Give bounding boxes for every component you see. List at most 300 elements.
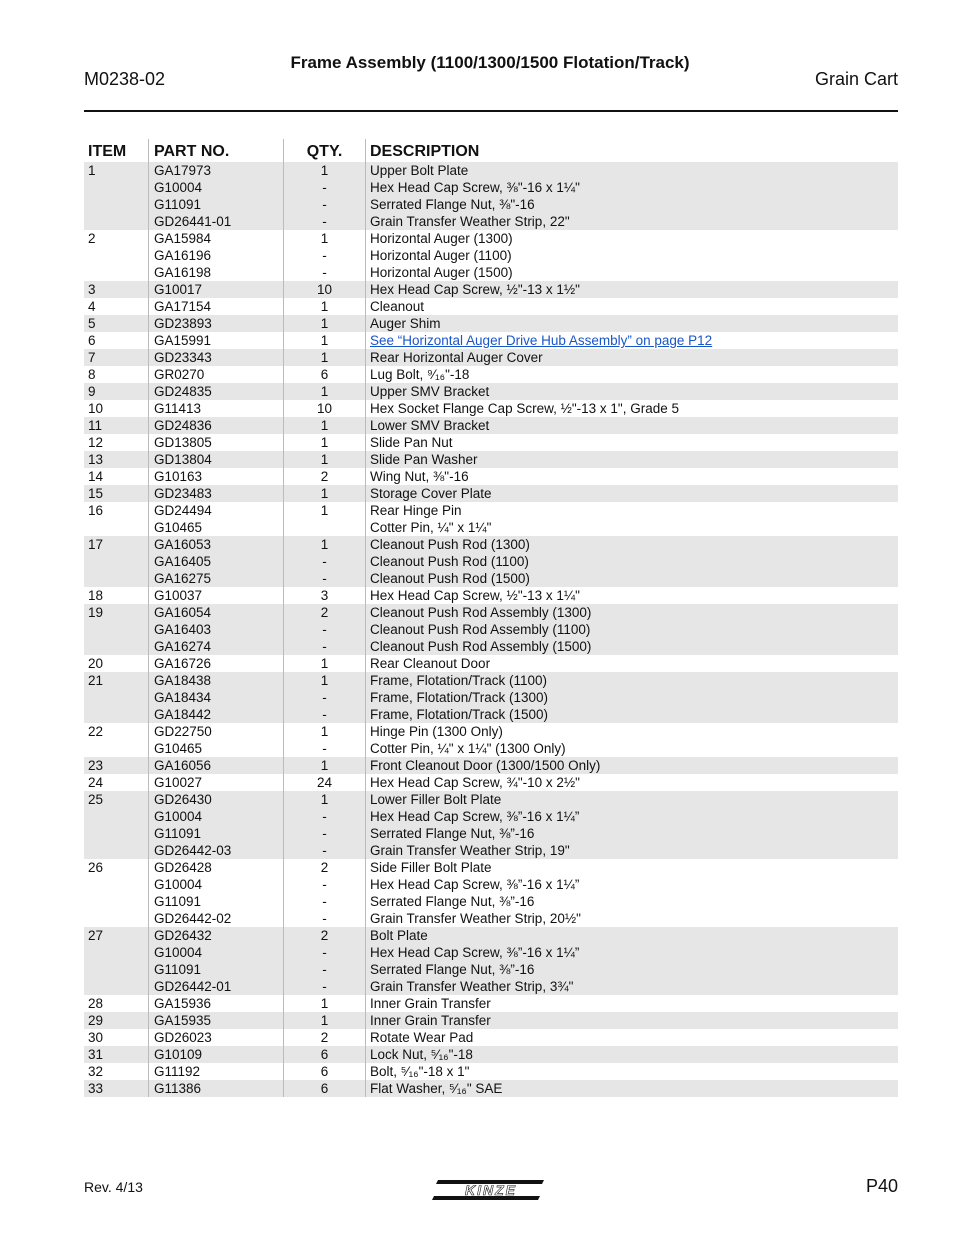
- part-no-cell: [148, 757, 283, 774]
- qty-cell: [283, 672, 365, 723]
- qty-cell-line: 3: [320, 588, 329, 603]
- qty-cell-line: 1: [320, 316, 329, 331]
- item-cell: 30: [88, 1030, 104, 1045]
- table-row: [84, 298, 898, 315]
- part-no-cell-line: GA16405: [154, 554, 212, 569]
- item-cell: 4: [88, 299, 96, 314]
- item-cell: 23: [88, 758, 104, 773]
- part-no-cell: [148, 434, 283, 451]
- description-cell: [365, 332, 898, 349]
- item-cell: 3: [88, 282, 96, 297]
- qty-cell-line: 24: [316, 775, 333, 790]
- qty-cell: [283, 281, 365, 298]
- description-cell-line: Grain Transfer Weather Strip, 3¾": [370, 979, 574, 994]
- part-no-cell: [148, 1029, 283, 1046]
- description-cell: [365, 366, 898, 383]
- part-no-cell: [148, 1063, 283, 1080]
- description-cell-line: Upper SMV Bracket: [370, 384, 490, 399]
- qty-cell-line: -: [322, 945, 327, 960]
- qty-cell-line: -: [322, 639, 327, 654]
- part-no-cell-line: GD26441-01: [154, 214, 232, 229]
- qty-cell-line: -: [322, 707, 327, 722]
- qty-cell: [283, 536, 365, 587]
- qty-cell-line: -: [322, 894, 327, 909]
- table-row: [84, 587, 898, 604]
- table-row: [84, 332, 898, 349]
- item-cell: 11: [88, 418, 103, 433]
- part-no-cell-line: GA17154: [154, 299, 212, 314]
- item-cell: 9: [88, 384, 96, 399]
- description-cell: [365, 587, 898, 604]
- qty-cell-line: -: [322, 622, 327, 637]
- description-cell-line: Frame, Flotation/Track (1100): [370, 673, 548, 688]
- kinze-logo: [432, 1176, 550, 1204]
- item-cell: 32: [88, 1064, 104, 1079]
- qty-cell: [283, 162, 365, 230]
- part-no-cell: [148, 485, 283, 502]
- part-no-cell-line: G10004: [154, 877, 203, 892]
- description-cell-line: Cleanout: [370, 299, 425, 314]
- item-cell: 22: [88, 724, 104, 739]
- qty-cell: [283, 434, 365, 451]
- description-cell-line: Lock Nut, ⁵⁄₁₆"-18: [370, 1047, 473, 1062]
- description-cell: [365, 1063, 898, 1080]
- table-row: [84, 774, 898, 791]
- part-no-cell-line: GA16056: [154, 758, 212, 773]
- qty-cell: [283, 1012, 365, 1029]
- qty-cell: [283, 417, 365, 434]
- part-no-cell-line: G10037: [154, 588, 203, 603]
- qty-cell-line: -: [322, 741, 327, 756]
- item-cell: 15: [88, 486, 104, 501]
- qty-cell-line: -: [322, 571, 327, 586]
- item-cell: 25: [88, 792, 104, 807]
- part-no-cell-line: GA16196: [154, 248, 212, 263]
- part-no-cell-line: G10004: [154, 180, 203, 195]
- table-row: [84, 1063, 898, 1080]
- item-cell: 26: [88, 860, 104, 875]
- part-no-cell-line: G10465: [154, 741, 203, 756]
- qty-cell-line: -: [322, 843, 327, 858]
- table-row: [84, 1080, 898, 1097]
- qty-cell-line: 1: [320, 724, 329, 739]
- qty-cell: [283, 315, 365, 332]
- part-no-cell: [148, 298, 283, 315]
- description-cell-line: Cleanout Push Rod Assembly (1500): [370, 639, 592, 654]
- description-cell-line: Frame, Flotation/Track (1300): [370, 690, 549, 705]
- part-no-cell: [148, 927, 283, 995]
- qty-cell-line: 1: [320, 231, 329, 246]
- description-cell: [365, 417, 898, 434]
- page-number: P40: [865, 1176, 898, 1196]
- product-name: Grain Cart: [814, 69, 898, 89]
- part-no-cell: [148, 672, 283, 723]
- part-no-cell: [148, 859, 283, 927]
- part-no-cell: [148, 604, 283, 655]
- item-cell: 1: [88, 163, 96, 178]
- part-no-cell-line: GA16726: [154, 656, 212, 671]
- qty-cell: [283, 366, 365, 383]
- part-no-cell-line: GD26442-03: [154, 843, 232, 858]
- item-cell: 24: [88, 775, 104, 790]
- qty-cell: [283, 451, 365, 468]
- qty-cell-line: -: [322, 826, 327, 841]
- table-row: [84, 468, 898, 485]
- description-cell-line: Cotter Pin, ¼" x 1¼": [370, 520, 492, 535]
- item-cell: 21: [88, 673, 104, 688]
- description-cell: [365, 1080, 898, 1097]
- part-no-cell-line: GD26442-01: [154, 979, 232, 994]
- qty-cell: [283, 468, 365, 485]
- part-no-cell-line: GD23483: [154, 486, 212, 501]
- header-rule: [84, 110, 898, 112]
- description-cell: [365, 162, 898, 230]
- part-no-cell: [148, 281, 283, 298]
- description-cell-line: Hex Head Cap Screw, ½"-13 x 1¼": [370, 588, 580, 603]
- description-cell-line: Lower Filler Bolt Plate: [370, 792, 502, 807]
- part-no-cell-line: G10163: [154, 469, 203, 484]
- table-row: [84, 536, 898, 587]
- part-no-cell: [148, 774, 283, 791]
- part-no-cell-line: GD24836: [154, 418, 212, 433]
- table-row: [84, 927, 898, 995]
- description-cell-line: Serrated Flange Nut, ⅜"-16: [370, 197, 535, 212]
- part-no-cell: [148, 723, 283, 757]
- description-cell-line: Horizontal Auger (1300): [370, 231, 513, 246]
- table-row: [84, 723, 898, 757]
- qty-cell: [283, 927, 365, 995]
- description-cell-line: Hex Head Cap Screw, ⅜”-16 x 1¼”: [370, 877, 580, 892]
- qty-cell-line: -: [322, 690, 327, 705]
- description-cell-line: Cleanout Push Rod Assembly (1300): [370, 605, 592, 620]
- table-row: [84, 315, 898, 332]
- description-cell: [365, 451, 898, 468]
- description-cell-line: Hinge Pin (1300 Only): [370, 724, 503, 739]
- part-no-cell-line: GA15936: [154, 996, 212, 1011]
- table-row: [84, 655, 898, 672]
- description-cell-line: Hex Socket Flange Cap Screw, ½"-13 x 1", Grade 5: [370, 401, 679, 416]
- description-cell: [365, 468, 898, 485]
- part-no-cell-line: G10465: [154, 520, 203, 535]
- item-cell: 27: [88, 928, 104, 943]
- part-no-cell-line: GA16274: [154, 639, 212, 654]
- item-cell: 8: [88, 367, 96, 382]
- qty-cell: [283, 298, 365, 315]
- page-title: Frame Assembly (1100/1300/1500 Flotation/Track): [290, 53, 690, 72]
- part-no-cell: [148, 162, 283, 230]
- qty-cell-line: 1: [320, 1013, 329, 1028]
- part-no-cell-line: GR0270: [154, 367, 205, 382]
- part-no-cell-line: G10004: [154, 809, 203, 824]
- description-cell-line: Hex Head Cap Screw, ⅜"-16 x 1¼": [370, 180, 580, 195]
- col-header-item: ITEM: [88, 143, 127, 160]
- qty-cell-line: 1: [320, 418, 329, 433]
- col-header-qty: QTY.: [283, 139, 365, 162]
- item-cell: 5: [88, 316, 96, 331]
- description-cell-line: Hex Head Cap Screw, ⅜”-16 x 1¼”: [370, 809, 580, 824]
- description-cell-line: Grain Transfer Weather Strip, 22": [370, 214, 570, 229]
- part-no-cell-line: GA16053: [154, 537, 212, 552]
- qty-cell: [283, 587, 365, 604]
- description-cell: [365, 791, 898, 859]
- qty-cell-line: 1: [320, 996, 329, 1011]
- description-cell: [365, 1029, 898, 1046]
- part-no-cell: [148, 230, 283, 281]
- description-cell-line: Auger Shim: [370, 316, 441, 331]
- description-cell-line: Storage Cover Plate: [370, 486, 492, 501]
- part-no-cell-line: GA16054: [154, 605, 212, 620]
- col-header-part-no: PART NO.: [148, 139, 283, 162]
- part-no-cell-line: GD26430: [154, 792, 212, 807]
- qty-cell-line: 1: [320, 350, 329, 365]
- item-cell: 2: [88, 231, 96, 246]
- table-row: [84, 400, 898, 417]
- description-cell: [365, 315, 898, 332]
- description-cell: [365, 383, 898, 400]
- description-cell-line: Serrated Flange Nut, ⅜”-16: [370, 826, 535, 841]
- qty-cell: [283, 859, 365, 927]
- description-cell-line: Upper Bolt Plate: [370, 163, 469, 178]
- table-row: [84, 485, 898, 502]
- qty-cell-line: 1: [320, 333, 329, 348]
- table-row: [84, 451, 898, 468]
- part-no-cell-line: GA15984: [154, 231, 212, 246]
- item-cell: 10: [88, 401, 104, 416]
- description-cell: [365, 1046, 898, 1063]
- table-row: [84, 230, 898, 281]
- qty-cell-line: 1: [320, 435, 329, 450]
- qty-cell: [283, 485, 365, 502]
- description-cell: [365, 434, 898, 451]
- item-cell: 6: [88, 333, 96, 348]
- qty-cell-line: -: [322, 962, 327, 977]
- qty-cell-line: 1: [320, 758, 329, 773]
- qty-cell-line: 2: [320, 469, 329, 484]
- part-no-cell-line: GA17973: [154, 163, 212, 178]
- part-no-cell: [148, 332, 283, 349]
- description-cell-line: Inner Grain Transfer: [370, 1013, 491, 1028]
- qty-cell: [283, 757, 365, 774]
- description-cell-line: Cleanout Push Rod Assembly (1100): [370, 622, 591, 637]
- item-cell: 28: [88, 996, 104, 1011]
- part-no-cell-line: GA18438: [154, 673, 212, 688]
- description-cell-line: Wing Nut, ⅜"-16: [370, 469, 469, 484]
- qty-cell: [283, 1080, 365, 1097]
- part-no-cell-line: G11091: [154, 197, 202, 212]
- description-cell: [365, 1012, 898, 1029]
- item-cell: 13: [88, 452, 104, 467]
- qty-cell-line: -: [322, 809, 327, 824]
- table-row: [84, 859, 898, 927]
- table-row: [84, 417, 898, 434]
- part-no-cell: [148, 587, 283, 604]
- qty-cell-line: -: [322, 197, 327, 212]
- part-no-cell-line: GA16403: [154, 622, 212, 637]
- qty-cell: [283, 1046, 365, 1063]
- table-header: [84, 139, 898, 162]
- qty-cell-line: 6: [320, 1081, 329, 1096]
- qty-cell-line: -: [322, 248, 327, 263]
- part-no-cell: [148, 383, 283, 400]
- qty-cell-line: -: [322, 877, 327, 892]
- qty-cell-line: 6: [320, 367, 329, 382]
- part-no-cell-line: GD26023: [154, 1030, 212, 1045]
- table-row: [84, 281, 898, 298]
- part-no-cell: [148, 1080, 283, 1097]
- part-no-cell-line: G11091: [154, 826, 202, 841]
- part-no-cell-line: GD22750: [154, 724, 212, 739]
- part-no-cell-line: GD26432: [154, 928, 212, 943]
- part-no-cell-line: G11386: [154, 1081, 202, 1096]
- part-no-cell-line: G10027: [154, 775, 203, 790]
- description-cell-line: Horizontal Auger (1100): [370, 248, 512, 263]
- qty-cell: [283, 655, 365, 672]
- part-no-cell: [148, 1012, 283, 1029]
- description-cell-line: Cleanout Push Rod (1100): [370, 554, 529, 569]
- description-cell-line: Grain Transfer Weather Strip, 20½": [370, 911, 581, 926]
- part-no-cell-line: GA18434: [154, 690, 212, 705]
- description-cell: [365, 230, 898, 281]
- item-cell: 29: [88, 1013, 104, 1028]
- qty-cell-line: 1: [320, 656, 329, 671]
- part-no-cell: [148, 791, 283, 859]
- description-cell: [365, 757, 898, 774]
- description-cell-line: Inner Grain Transfer: [370, 996, 491, 1011]
- qty-cell: [283, 332, 365, 349]
- part-no-cell: [148, 536, 283, 587]
- item-cell: 14: [88, 469, 104, 484]
- qty-cell-line: 10: [316, 282, 333, 297]
- qty-cell: [283, 995, 365, 1012]
- qty-cell-line: 6: [320, 1064, 329, 1079]
- description-cell: [365, 927, 898, 995]
- item-cell: 7: [88, 350, 96, 365]
- qty-cell: [283, 774, 365, 791]
- description-cell: [365, 281, 898, 298]
- description-cell-line: Hex Head Cap Screw, ¾"-10 x 2½": [370, 775, 580, 790]
- table-body: [84, 162, 898, 1097]
- col-header-description: DESCRIPTION: [365, 139, 898, 162]
- part-no-cell-line: G10004: [154, 945, 203, 960]
- description-cell-line: Rear Hinge Pin: [370, 503, 462, 518]
- qty-cell-line: -: [322, 265, 327, 280]
- qty-cell-line: 6: [320, 1047, 329, 1062]
- part-no-cell-line: GD13805: [154, 435, 212, 450]
- part-no-cell-line: GA18442: [154, 707, 212, 722]
- qty-cell-line: 1: [320, 503, 329, 518]
- part-no-cell-line: GD26428: [154, 860, 212, 875]
- description-cell-line: Front Cleanout Door (1300/1500 Only): [370, 758, 601, 773]
- part-no-cell-line: GD24494: [154, 503, 212, 518]
- part-no-cell: [148, 366, 283, 383]
- description-cell-line: Lower SMV Bracket: [370, 418, 490, 433]
- description-cell: [365, 859, 898, 927]
- table-row: [84, 383, 898, 400]
- part-no-cell: [148, 655, 283, 672]
- part-no-cell: [148, 349, 283, 366]
- part-no-cell-line: GD23893: [154, 316, 212, 331]
- part-no-cell-line: GA16198: [154, 265, 212, 280]
- table-row: [84, 604, 898, 655]
- part-no-cell: [148, 400, 283, 417]
- description-cell-line: Cleanout Push Rod (1500): [370, 571, 530, 586]
- table-row: [84, 995, 898, 1012]
- description-cell-line: Horizontal Auger (1500): [370, 265, 513, 280]
- description-cell-line: Side Filler Bolt Plate: [370, 860, 492, 875]
- part-no-cell: [148, 417, 283, 434]
- table-row: [84, 757, 898, 774]
- cross-reference-link[interactable]: See “Horizontal Auger Drive Hub Assembly” on page P12: [370, 333, 713, 348]
- table-row: [84, 1046, 898, 1063]
- description-cell-line: Grain Transfer Weather Strip, 19": [370, 843, 570, 858]
- part-no-cell: [148, 502, 283, 536]
- table-row: [84, 349, 898, 366]
- description-cell-line: Bolt Plate: [370, 928, 428, 943]
- table-row: [84, 502, 898, 536]
- part-no-cell-line: G10017: [154, 282, 203, 297]
- qty-cell: [283, 502, 365, 536]
- item-cell: 33: [88, 1081, 104, 1096]
- description-cell-line: Cotter Pin, ¼" x 1¼" (1300 Only): [370, 741, 566, 756]
- qty-cell-line: -: [322, 911, 327, 926]
- description-cell: [365, 349, 898, 366]
- description-cell-line: Rear Horizontal Auger Cover: [370, 350, 543, 365]
- description-cell-line: Lug Bolt, ⁹⁄₁₆"-18: [370, 367, 470, 382]
- qty-cell: [283, 400, 365, 417]
- qty-cell-line: 1: [320, 673, 329, 688]
- item-cell: 12: [88, 435, 104, 450]
- description-cell-line: Bolt, ⁵⁄₁₆"-18 x 1": [370, 1064, 470, 1079]
- qty-cell: [283, 1063, 365, 1080]
- qty-cell: [283, 723, 365, 757]
- qty-cell-line: 1: [320, 486, 329, 501]
- description-cell-line: Hex Head Cap Screw, ⅜”-16 x 1¼”: [370, 945, 580, 960]
- part-no-cell-line: GD26442-02: [154, 911, 232, 926]
- part-no-cell: [148, 315, 283, 332]
- table-row: [84, 1029, 898, 1046]
- table-row: [84, 791, 898, 859]
- qty-cell: [283, 604, 365, 655]
- qty-cell: [283, 791, 365, 859]
- part-no-cell-line: GA15935: [154, 1013, 212, 1028]
- qty-cell-line: -: [322, 180, 327, 195]
- description-cell-line: Cleanout Push Rod (1300): [370, 537, 530, 552]
- qty-cell-line: 1: [320, 792, 329, 807]
- part-no-cell-line: G11091: [154, 962, 202, 977]
- description-cell: [365, 723, 898, 757]
- item-cell: 18: [88, 588, 104, 603]
- description-cell: [365, 604, 898, 655]
- qty-cell-line: 1: [320, 384, 329, 399]
- table-row: [84, 434, 898, 451]
- part-no-cell-line: GA15991: [154, 333, 212, 348]
- part-no-cell-line: G11413: [154, 401, 202, 416]
- description-cell-line: Serrated Flange Nut, ⅜”-16: [370, 894, 535, 909]
- part-no-cell-line: GD13804: [154, 452, 212, 467]
- item-cell: 19: [88, 605, 104, 620]
- qty-cell: [283, 1029, 365, 1046]
- parts-table: [84, 139, 898, 1097]
- part-no-cell: [148, 468, 283, 485]
- part-no-cell: [148, 995, 283, 1012]
- table-row: [84, 672, 898, 723]
- description-cell: [365, 485, 898, 502]
- description-cell-line: Rear Cleanout Door: [370, 656, 491, 671]
- description-cell: [365, 774, 898, 791]
- part-no-cell-line: GA16275: [154, 571, 212, 586]
- qty-cell-line: 1: [320, 452, 329, 467]
- part-no-cell-line: GD23343: [154, 350, 212, 365]
